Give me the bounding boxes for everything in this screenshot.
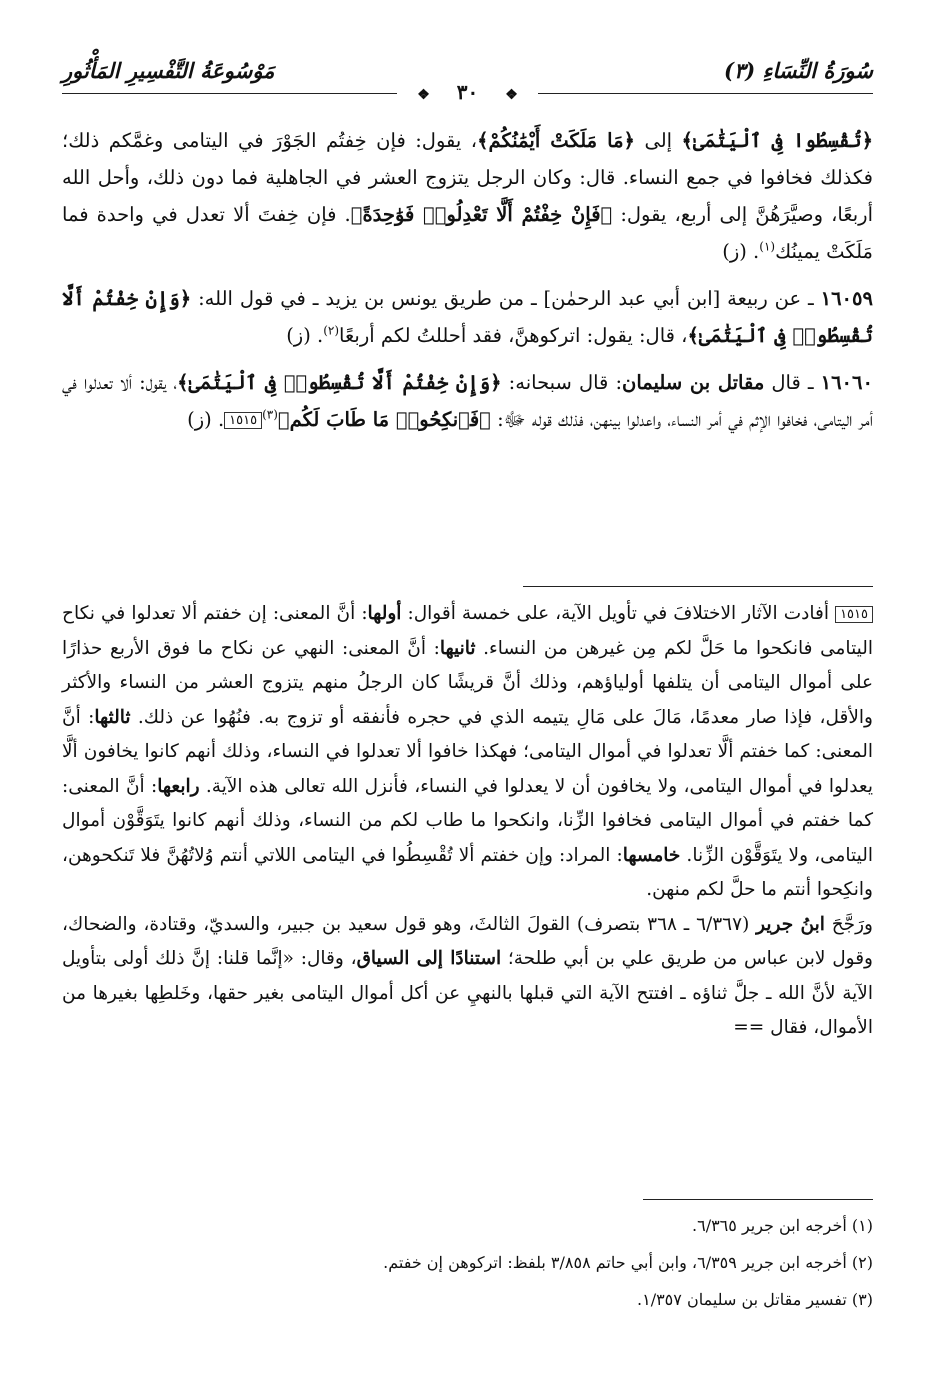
footnote-3: (٣) تفسير مقاتل بن سليمان ١/٣٥٧. bbox=[637, 1290, 873, 1309]
page-number: ٣٠ bbox=[447, 80, 488, 104]
quran-quote: ﴿فَإِنْ خِفْتُمْ أَلَّا تَعْدِلُوا۟ فَوَٰحِدَةً﴾ bbox=[350, 203, 613, 226]
footnote-ref[interactable]: (٢) bbox=[323, 323, 340, 338]
commentary-block bbox=[62, 597, 873, 1046]
commentary-preference: ورَجَّحَ ابنُ جرير (٦/٣٦٧ ـ ٣٦٨ بتصرف) القولَ الثالثَ، وهو قول سعيد بن جبير، والسديّ، وقتادة، والضحاك، وقول لابن عباس من طريق علي بن أبي طلحة؛ استنادًا إلى السياق، وقال: «إنَّما قلنا: إنَّ ذلك أولى بتأويل الآية لأنَّ الله ـ جلَّ ثناؤه ـ افتتح الآية التي قبلها بالنهيِ عن أكل أموال اليتامى بغير حقها، وخَلطِها بغيرها من الأموال، فقال == bbox=[62, 913, 873, 1038]
footnote-1: (١) أخرجه ابن جرير ٦/٣٦٥. bbox=[692, 1216, 873, 1235]
paragraph-continuation: ﴿تُقْسِطُوا فِى ٱلْيَتَٰمَىٰ﴾ إلى ﴿مَا مَلَكَتْ أَيْمَٰنُكُمْ﴾، يقول: فإن خِفتُم الجَوْرَ في اليتامى وغمَّكم ذلك؛ فكذلك فخافوا في جمع النساء. قال: وكان الرجل يتزوج العشر في الجاهلية فما دون ذلك، وأحل الله أربعًا، وصيَّرَهُنَّ إلى أربع، يقول: ﴿فَإِنْ خِفْتُمْ أَلَّا تَعْدِلُوا۟ فَوَٰحِدَةً﴾. فإن خِفتَ ألا تعدل في واحدة فما مَلَكَتْ يمينُك$^{(١)}$. (ز) bbox=[62, 129, 874, 263]
continuation-mark: == bbox=[733, 1017, 771, 1038]
quran-quote: ﴿وَإِنْ خِفْتُمْ أَلَّا تُقْسِطُوا۟ فِى ٱلْيَتَٰمَىٰ﴾ bbox=[62, 287, 873, 347]
quran-quote: ﴿فَٱنكِحُوا۟ مَا طَابَ لَكُم﴾ bbox=[277, 408, 491, 431]
quran-quote: ﴿وَإِنْ خِفْتُمْ أَلَّا تُقْسِطُوا۟ فِى ٱلْيَتَٰمَىٰ﴾ bbox=[177, 371, 502, 394]
surah-title: سُورَةُ النِّسَاءِ (٣) bbox=[724, 58, 873, 83]
commentary-paragraph: ١٥١٥ أفادت الآثار الاختلافَ في تأويل الآية، على خمسة أقوال: أولها: أنَّ المعنى: إن خفتم ألا تعدلوا في نكاح اليتامى فانكحوا ما حَلَّ لكم مِن غيرهن من النساء. ثانيها: أنَّ المعنى: النهي عن نكاح ما فوق الأربع حذارًا على أموال اليتامى أن يتلفها أولياؤهم، وذلك أنَّ قريشًا كان الرجلُ منهم يتزوج العشر من النساء والأكثر والأقل، فإذا صار معدمًا، مَالَ على مَالِ يتيمه الذي في حجره فأنفقه أو تزوج به. فنُهُوا عن ذلك. ثالثها: أنَّ المعنى: كما خفتم ألَّا تعدلوا في أموال اليتامى؛ فهكذا خافوا ألا تعدلوا في النساء، وذلك أنهم كانوا يخافون ألَّا يعدلوا في أموال اليتامى، ولا يخافون أن لا يعدلوا في النساء، فأنزل الله تعالى هذه الآية. رابعها: أنَّ المعنى: كما خفتم في أموال اليتامى فخافوا الزِّنا، وانكحوا ما طاب لكم من النساء، وذلك أنهم كانوا يتَوَقَّوْن أموال اليتامى، ولا يتَوَقَّوْن الزِّنا. خامسها: المراد: وإن خفتم ألا تُقْسِطُوا في اليتامى اللاتي أنتم وُلاتُهُنَّ فلا تَنكحوهن، وانكِحوا أنتم ما حلَّ لكم منهن. bbox=[62, 603, 874, 900]
footnote-ref[interactable]: (٣) bbox=[262, 407, 278, 422]
main-text bbox=[62, 122, 873, 448]
footnotes bbox=[62, 1207, 873, 1318]
book-title: مَوْسُوعَةُ التَّفْسِيرِ المَأْثُورِ bbox=[62, 58, 275, 83]
ornament-icon: ❖ bbox=[407, 87, 440, 103]
commentary-divider bbox=[523, 586, 873, 587]
narration-16060: ١٦٠٦٠ ـ قال مقاتل بن سليمان: قال سبحانه: ﴿وَإِنْ خِفْتُمْ أَلَّا تُقْسِطُوا۟ فِى ٱلْيَتَٰمَىٰ﴾، يقول: ألا تعدلوا في أمر اليتامى، فخافوا الإثم في أمر النساء، واعدلوا بينهن، فذلك قوله ﷻ: ﴿فَٱنكِحُوا۟ مَا طَابَ لَكُم﴾$^{(٣)}$١٥١٥. (ز) bbox=[62, 371, 873, 431]
quran-quote: ﴿مَا مَلَكَتْ أَيْمَٰنُكُمْ﴾ bbox=[477, 129, 635, 152]
ornament-icon: ❖ bbox=[495, 87, 528, 103]
quran-quote: ﴿تُقْسِطُوا فِى ٱلْيَتَٰمَىٰ﴾ bbox=[681, 129, 873, 152]
running-header bbox=[62, 52, 873, 104]
narration-number: ١٦٠٥٩ bbox=[820, 287, 873, 310]
narrator-name: مقاتل بن سليمان bbox=[622, 371, 765, 394]
footnotes-divider bbox=[643, 1199, 873, 1200]
footnote-ref[interactable]: (١) bbox=[759, 239, 776, 254]
narration-number: ١٦٠٦٠ bbox=[820, 371, 873, 394]
commentary-number-box: ١٥١٥ bbox=[835, 606, 873, 623]
footnote-2: (٢) أخرجه ابن جرير ٦/٣٥٩، وابن أبي حاتم ٣/٨٥٨ بلفظ: اتركوهن إن خفتم. bbox=[383, 1253, 873, 1272]
commentary-ref-box[interactable]: ١٥١٥ bbox=[224, 412, 262, 429]
narration-16059: ١٦٠٥٩ ـ عن ربيعة [ابن أبي عبد الرحمٰن] ـ من طريق يونس بن يزيد ـ في قول الله: ﴿وَإِنْ خِفْتُمْ أَلَّا تُقْسِطُوا۟ فِى ٱلْيَتَٰمَىٰ﴾، قال: يقول: اتركوهنَّ، فقد أحللتُ لكم أربعًا$^{(٢)}$. (ز) bbox=[62, 287, 873, 347]
